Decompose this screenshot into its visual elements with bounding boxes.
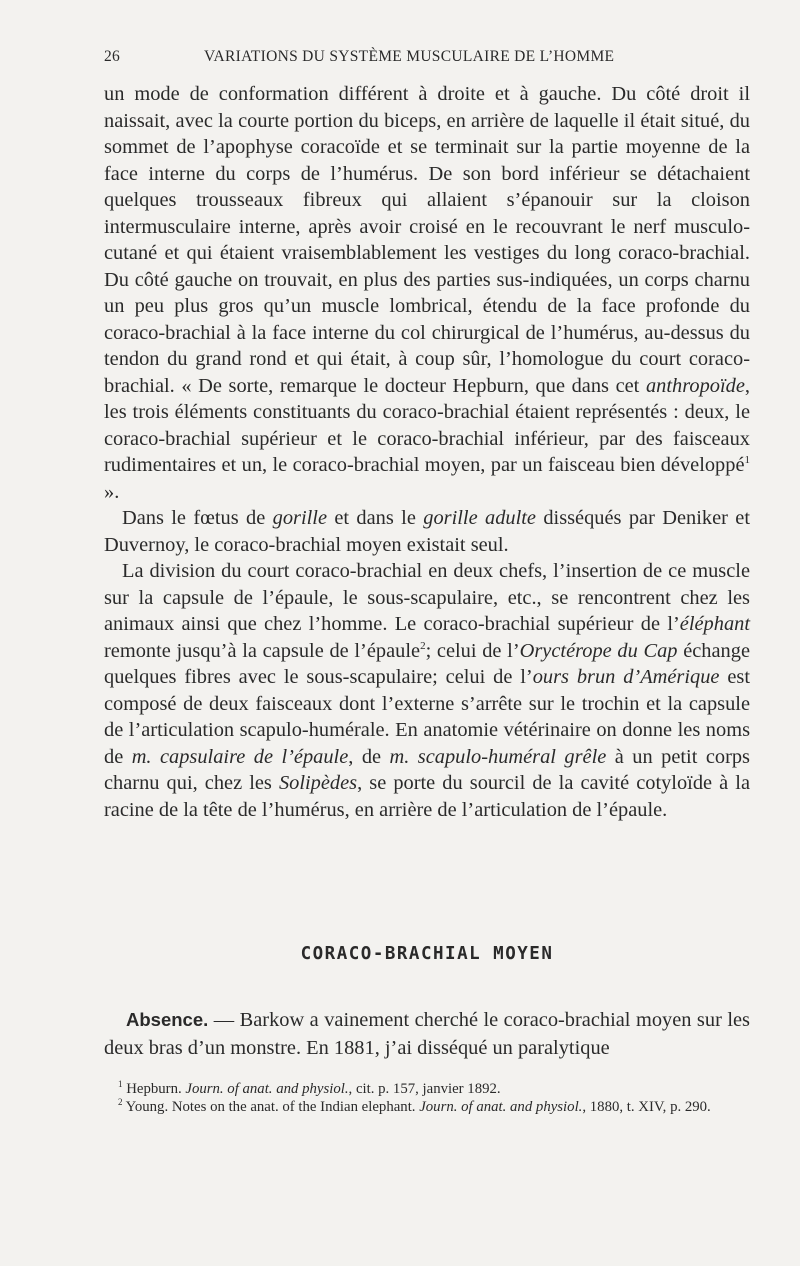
- text-run: remonte jusqu’à la capsule de l’épaule: [104, 639, 421, 662]
- text-run: ».: [104, 480, 120, 503]
- text-run: La division du court coraco-brachial en deux chefs, l’insertion de ce muscle sur la capsule de l’épaule, le sous-scapulaire, etc., se rencontrent chez les animaux ainsi que chez l’homme. Le coraco-brachial supérieur de l’: [104, 560, 750, 635]
- runin-heading: Absence.: [126, 1009, 209, 1031]
- italic-run: gorille adulte: [423, 507, 536, 529]
- footnote-ref-2[interactable]: 2: [420, 639, 426, 652]
- text-run: échange quelques fibres avec le sous-scapulaire; celui de l’: [104, 639, 750, 688]
- footnote-2: [104, 1098, 750, 1116]
- text-run: — Barkow a vainement cherché le coraco-brachial moyen sur les deux bras d’un monstre. En 1881, j’ai disséqué un paralytique: [104, 1009, 750, 1060]
- italic-run: anthropoïde: [645, 374, 745, 397]
- paragraph-1: [104, 81, 750, 505]
- text-run: , 1880, t. XIV, p. 290.: [582, 1099, 711, 1115]
- footnote-marker: 2: [118, 1097, 123, 1108]
- paragraph-3: [104, 558, 750, 823]
- italic-run: m. scapulo-huméral grêle: [389, 745, 607, 768]
- text-run: Young. Notes on the anat. of the Indian elephant.: [122, 1099, 420, 1115]
- text-run: un mode de conformation différent à droite et à gauche. Du côté droit il naissait, avec la courte portion du biceps, en arrière de laquelle il était situé, du sommet de l’apophyse coracoïde et se terminait sur la partie moyenne de la face interne du corps de l’humérus. De son bord inférieur se détachaient quelques trousseaux fibreux qui allaient s’épanouir sur la cloison intermusculaire interne, après avoir croisé en le recouvrant le nerf musculo-cutané et qui étaient vraisemblablement les vestiges du long coraco-brachial. Du côté gauche on trouvait, en plus des parties sus-indiquées, un corps charnu un peu plus gros qu’un muscle lombrical, étendu de la face profonde du coraco-brachial à la face interne du col chirurgical de l’humérus, au-dessus du tendon du grand rond et qui était, à coup sûr, l’homologue du court coraco-brachial. « De sorte, remarque le docteur Hepburn, que dans cet: [104, 83, 750, 397]
- text-run: ; celui de l’: [425, 639, 520, 662]
- italic-run: Solipèdes: [278, 772, 358, 794]
- italic-run: éléphant: [679, 613, 750, 635]
- absence-paragraph: [104, 1006, 750, 1062]
- page-number: 26: [104, 48, 121, 65]
- main-text: [104, 81, 750, 823]
- footnotes: [104, 1080, 750, 1116]
- italic-run: m. capsulaire de l’épaule: [131, 745, 349, 768]
- footnote-ref-1[interactable]: 1: [744, 454, 750, 467]
- running-title: VARIATIONS DU SYSTÈME MUSCULAIRE DE L’HOMME: [204, 48, 615, 65]
- text-run: , cit. p. 157, janvier 1892.: [348, 1081, 501, 1097]
- text-run: disséqués par Deniker et Duvernoy, le coraco-brachial moyen existait seul.: [104, 507, 750, 556]
- italic-run: ours brun d’Amérique: [532, 666, 720, 688]
- paragraph-2: [104, 505, 750, 558]
- italic-run: Journ. of anat. and physiol.: [185, 1081, 349, 1097]
- italic-run: Oryctérope du Cap: [519, 639, 678, 662]
- footnote-1: [104, 1080, 750, 1098]
- text-run: , les trois éléments constituants du coraco-brachial étaient représentés : deux, le coraco-brachial supérieur et le coraco-brachial inférieur, par des faisceaux rudimentaires et un, le coraco-brachial moyen, par un faisceau bien développé: [104, 374, 750, 476]
- text-run: et dans le: [327, 507, 424, 529]
- text-run: Hepburn.: [122, 1081, 186, 1097]
- text-run: , se porte du sourcil de la cavité cotyloïde à la racine de la tête de l’humérus, en arrière de l’articulation de l’épaule.: [104, 772, 750, 821]
- text-run: Dans le fœtus de: [122, 507, 273, 529]
- section-heading: CORACO-BRACHIAL MOYEN: [300, 944, 554, 964]
- italic-run: Journ. of anat. and physiol.: [419, 1099, 583, 1115]
- text-run: est composé de deux faisceaux dont l’externe s’arrête sur le trochin et la capsule de l’articulation scapulo-humérale. En anatomie vétérinaire on donne les noms de: [104, 666, 750, 768]
- footnote-marker: 1: [118, 1079, 123, 1090]
- italic-run: gorille: [272, 507, 327, 529]
- text-run: , de: [348, 745, 390, 768]
- text-run: à un petit corps charnu qui, chez les: [104, 745, 750, 794]
